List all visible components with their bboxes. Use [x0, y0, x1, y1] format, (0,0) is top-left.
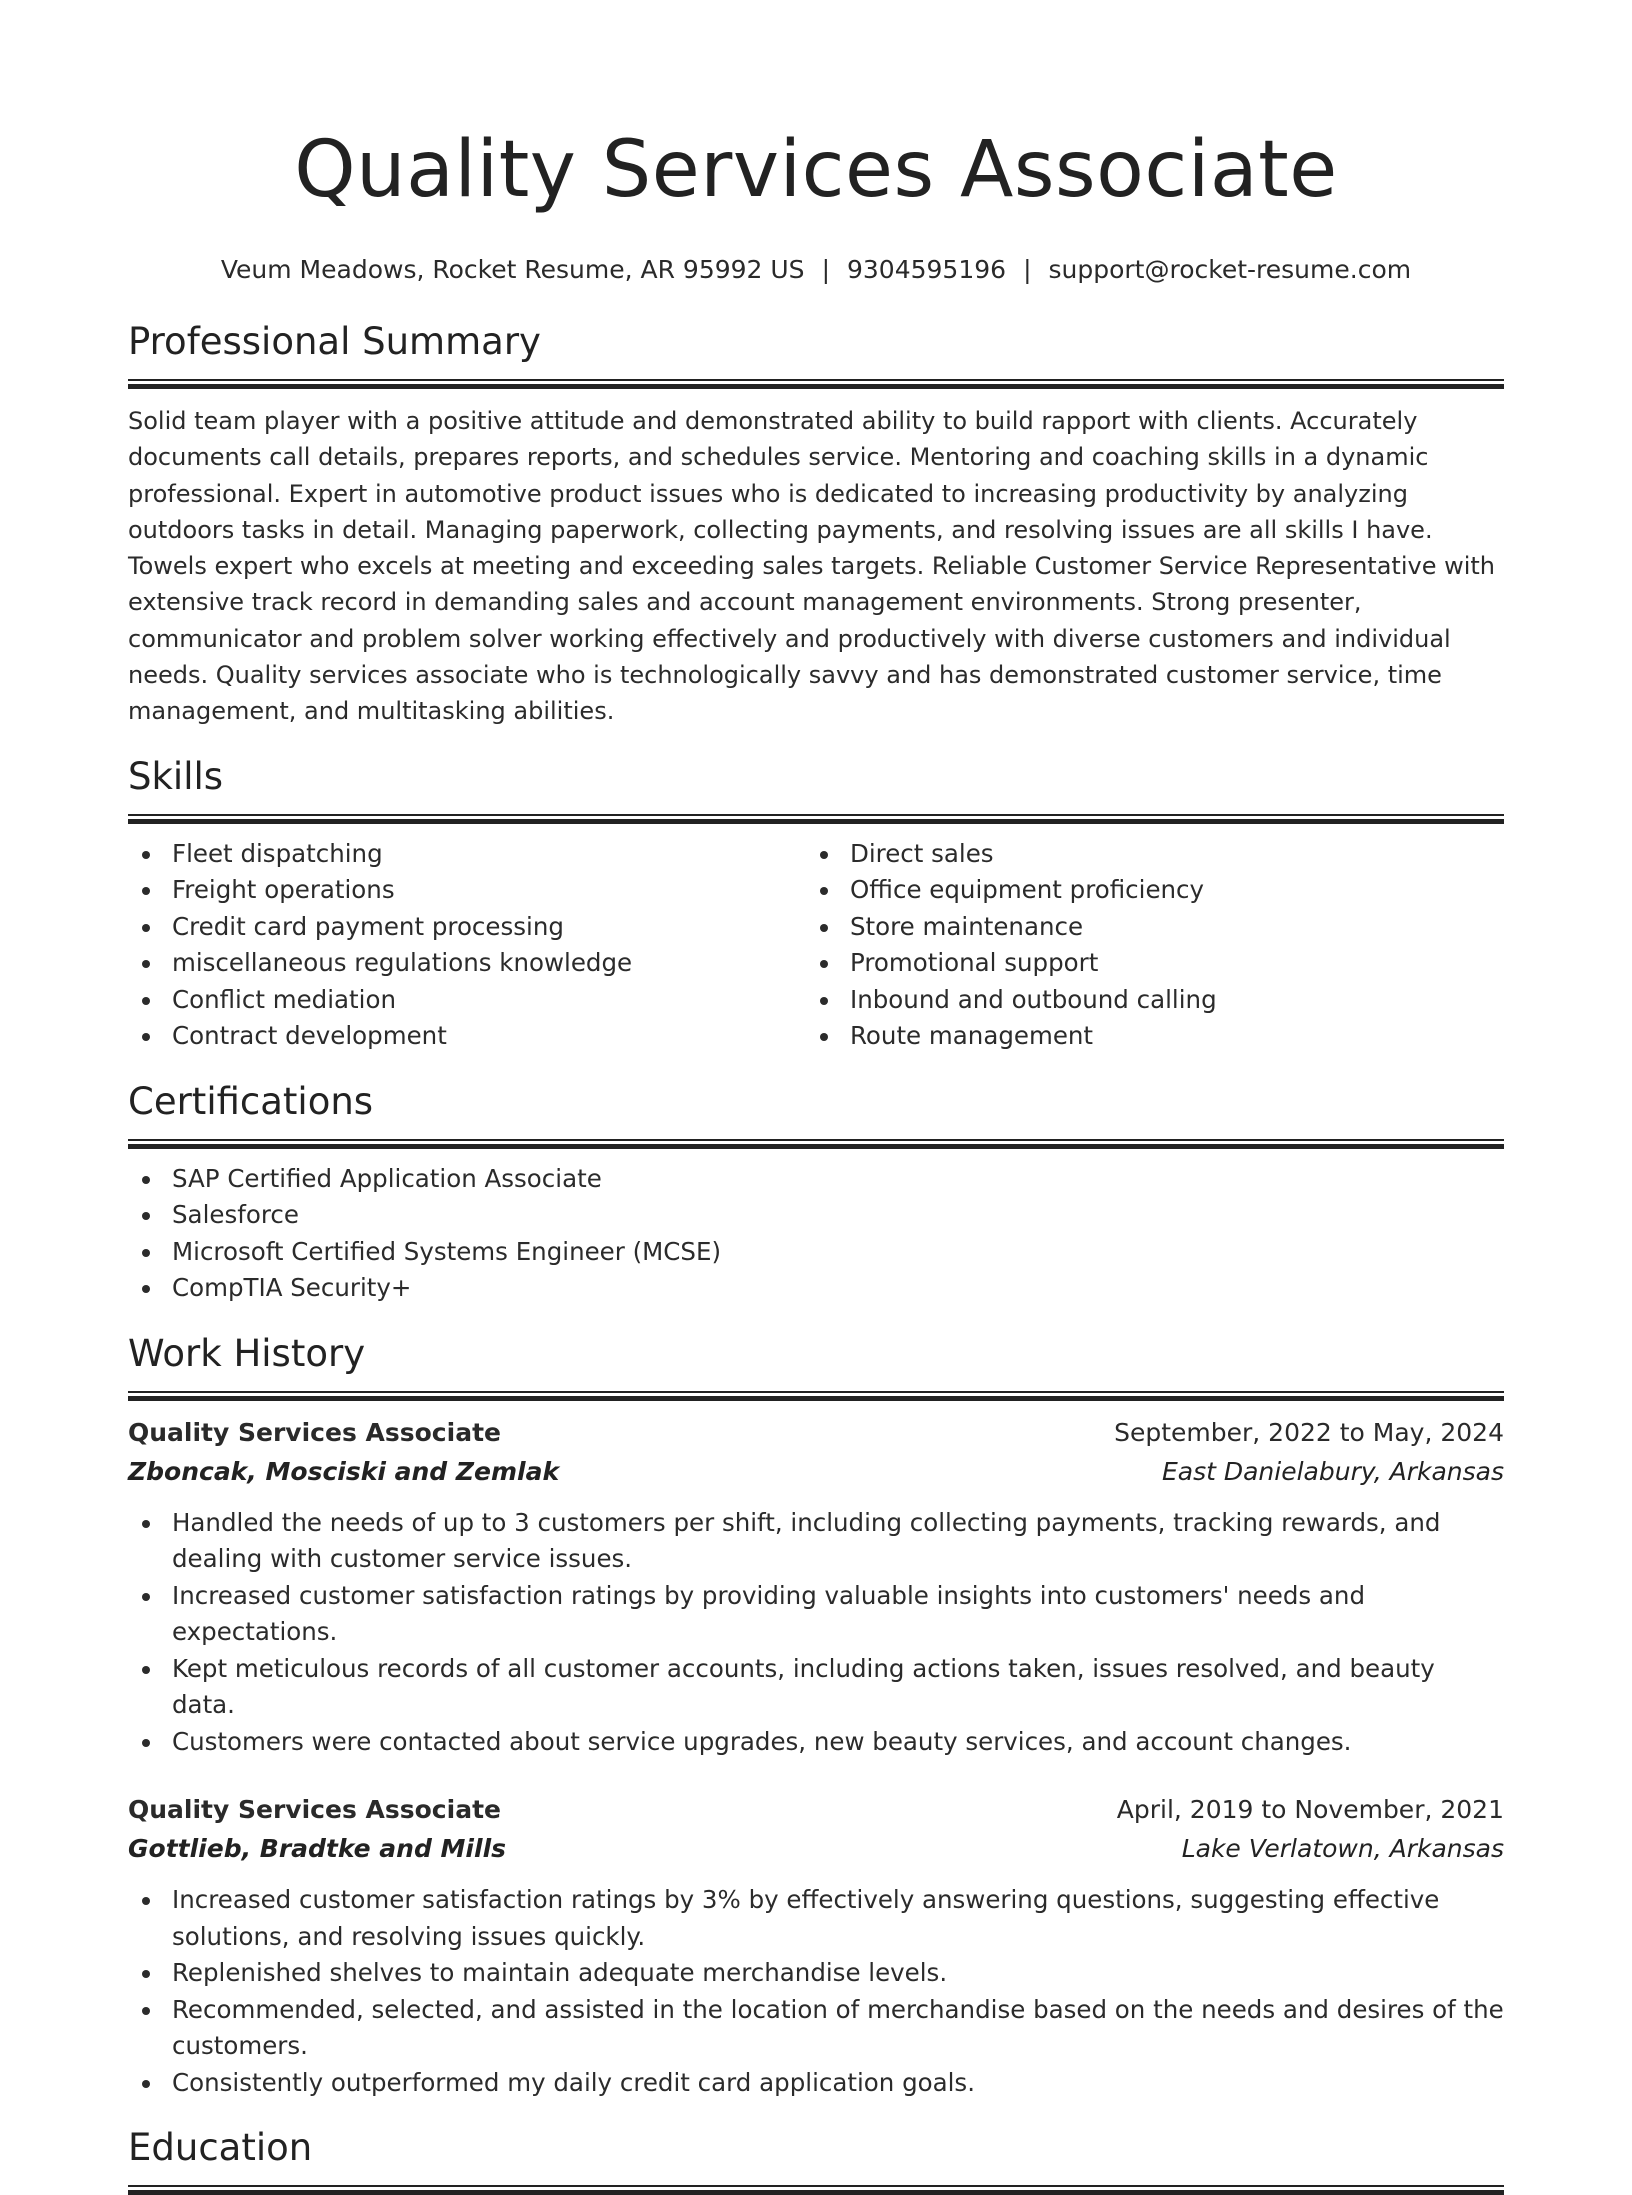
- summary-heading: Professional Summary: [128, 320, 541, 363]
- skill-item: Credit card payment processing: [128, 909, 806, 946]
- job-location: Lake Verlatown, Arkansas: [1181, 1834, 1504, 1864]
- section-divider: [128, 2185, 1504, 2195]
- job-title: Quality Services Associate: [128, 1417, 501, 1447]
- job-company: Gottlieb, Bradtke and Mills: [128, 1834, 507, 1864]
- skill-item: Store maintenance: [806, 909, 1484, 946]
- contact-address: Veum Meadows, Rocket Resume, AR 95992 US: [220, 255, 805, 284]
- job-dates: April, 2019 to November, 2021: [1116, 1795, 1504, 1825]
- skills-list-left: [128, 836, 806, 1055]
- skills-section: [128, 754, 1504, 1055]
- skills-heading: Skills: [128, 754, 224, 798]
- job-location: East Danielabury, Arkansas: [1161, 1456, 1504, 1486]
- contact-line: [128, 254, 1504, 286]
- job-bullets: [128, 1505, 1504, 1761]
- section-divider: [128, 1391, 1504, 1401]
- certifications-heading: Certifications: [128, 1079, 374, 1123]
- contact-separator: |: [1023, 255, 1032, 284]
- section-divider: [128, 1139, 1504, 1149]
- job-bullet: Increased customer satisfaction ratings by 3% by effectively answering questions, suggesting effective solutions, and resolving issues quickly.: [128, 1882, 1504, 1955]
- job-bullet: Recommended, selected, and assisted in the location of merchandise based on the needs and desires of the customers.: [128, 1992, 1504, 2065]
- summary-section: [128, 319, 1504, 730]
- work-section: [128, 1331, 1504, 2102]
- job-header: [128, 1790, 1504, 1830]
- skill-item: Office equipment proficiency: [806, 872, 1484, 909]
- skill-item: Promotional support: [806, 945, 1484, 982]
- job-bullet: Kept meticulous records of all customer accounts, including actions taken, issues resolved, and beauty data.: [128, 1651, 1504, 1724]
- job-bullet: Replenished shelves to maintain adequate merchandise levels.: [128, 1955, 1504, 1992]
- skill-item: Fleet dispatching: [128, 836, 806, 873]
- skill-item: Route management: [806, 1018, 1484, 1055]
- education-heading: Education: [128, 2126, 313, 2170]
- certification-item: Salesforce: [128, 1197, 1504, 1234]
- skill-item: Contract development: [128, 1018, 806, 1055]
- skill-item: Inbound and outbound calling: [806, 982, 1484, 1019]
- job-entry: [128, 1413, 1504, 1761]
- certification-item: CompTIA Security+: [128, 1270, 1504, 1307]
- skill-item: Freight operations: [128, 872, 806, 909]
- job-bullets: [128, 1882, 1504, 2101]
- work-heading: Work History: [128, 1331, 366, 1375]
- certifications-section: [128, 1079, 1504, 1307]
- certification-item: SAP Certified Application Associate: [128, 1161, 1504, 1198]
- contact-email: support@rocket-resume.com: [1048, 255, 1412, 284]
- job-header: [128, 1413, 1504, 1453]
- skills-columns: [128, 836, 1504, 1055]
- section-divider: [128, 379, 1504, 389]
- skill-item: Conflict mediation: [128, 982, 806, 1019]
- skill-item: miscellaneous regulations knowledge: [128, 945, 806, 982]
- job-bullet: Consistently outperformed my daily credit card application goals.: [128, 2065, 1504, 2102]
- contact-separator: |: [821, 255, 830, 284]
- job-title: Quality Services Associate: [128, 1795, 501, 1825]
- job-entry: [128, 1790, 1504, 2101]
- skills-list-right: [806, 836, 1484, 1055]
- job-bullet: Handled the needs of up to 3 customers per shift, including collecting payments, tracking rewards, and dealing with customer service issues.: [128, 1505, 1504, 1578]
- skill-item: Direct sales: [806, 836, 1484, 873]
- job-company: Zboncak, Mosciski and Zemlak: [128, 1456, 560, 1486]
- education-section: [128, 2125, 1504, 2195]
- job-bullet: Customers were contacted about service upgrades, new beauty services, and account changes.: [128, 1724, 1504, 1761]
- job-dates: September, 2022 to May, 2024: [1114, 1417, 1504, 1447]
- certifications-list: [128, 1161, 1504, 1307]
- resume-title: Quality Services Associate: [294, 125, 1338, 215]
- contact-phone: 9304595196: [847, 255, 1007, 284]
- job-bullet: Increased customer satisfaction ratings by providing valuable insights into customers' needs and expectations.: [128, 1578, 1504, 1651]
- certification-item: Microsoft Certified Systems Engineer (MCSE): [128, 1234, 1504, 1271]
- section-divider: [128, 814, 1504, 824]
- resume-page: [128, 0, 1504, 2195]
- job-subheader: [128, 1453, 1504, 1491]
- summary-text: Solid team player with a positive attitude and demonstrated ability to build rapport with clients. Accurately documents call details, prepares reports, and schedules service. Mentoring and coaching skills in a dynamic professional. Expert in automotive product issues who is dedicated to increasing productivity by analyzing outdoors tasks in detail. Managing paperwork, collecting payments, and resolving issues are all skills I have. Towels expert who excels at meeting and exceeding sales targets. Reliable Customer Service Representative with extensive track record in demanding sales and account management environments. Strong presenter, communicator and problem solver working effectively and productively with diverse customers and individual needs. Quality services associate who is technologically savvy and has demonstrated customer service, time management, and multitasking abilities.: [128, 407, 1496, 726]
- job-subheader: [128, 1830, 1504, 1868]
